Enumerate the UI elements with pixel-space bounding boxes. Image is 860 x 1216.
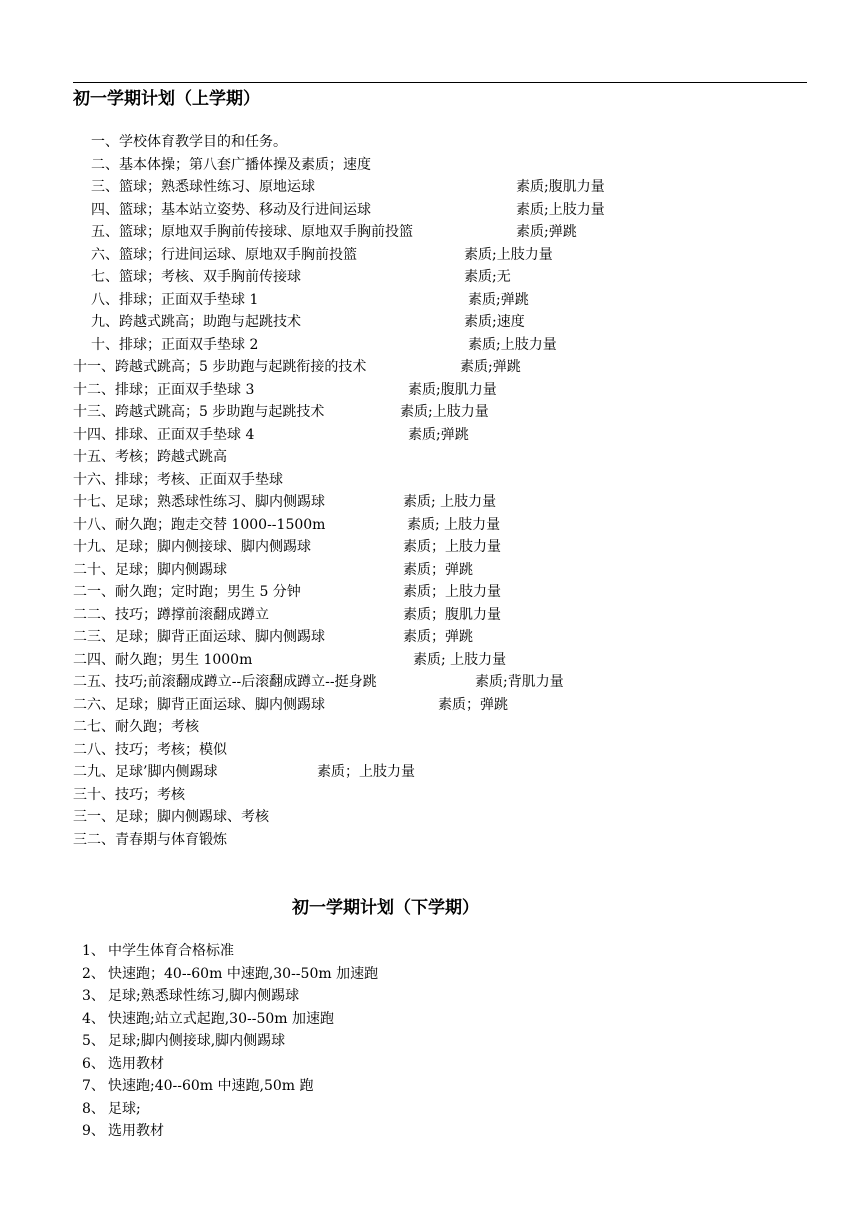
plan-item [0, 941, 760, 961]
section-title-first-term: 初一学期计划（上学期） [73, 89, 260, 109]
plan-item-text: 跨越式跳高；助跑与起跳技术 [119, 314, 301, 330]
plan-item [0, 357, 760, 377]
plan-item-number: 二二、 [73, 606, 115, 623]
plan-item-text: 耐久跑；跑走交替 1000--1500m [115, 516, 326, 533]
plan-item [0, 312, 760, 332]
plan-item-text: 排球；正面双手垫球 1 [119, 291, 259, 308]
plan-item-number: 三、 [91, 179, 119, 195]
plan-item [0, 785, 760, 805]
plan-item [0, 1031, 760, 1051]
plan-item-number: 十一、 [73, 359, 115, 375]
plan-item-text: 快速跑;站立式起跑,30--50m 加速跑 [108, 1010, 334, 1027]
plan-item [0, 447, 760, 467]
plan-item-text: 足球；脚背正面运球、脚内侧踢球 [115, 696, 325, 713]
plan-item-text: 学校体育教学目的和任务。 [119, 134, 287, 150]
plan-item-text: 耐久跑；男生 1000m [115, 651, 253, 668]
plan-item [0, 492, 760, 512]
plan-item-number: 十六、 [73, 471, 115, 488]
plan-item [0, 515, 760, 535]
plan-item-number: 十五、 [73, 449, 115, 465]
plan-item-number: 二八、 [73, 741, 115, 758]
plan-item [0, 537, 760, 557]
plan-item-text: 选用教材 [108, 1123, 164, 1139]
plan-item-text: 快速跑;40--60m 中速跑,50m 跑 [108, 1078, 314, 1094]
plan-item [0, 245, 760, 265]
plan-item-quality: 素质;速度 [464, 314, 525, 330]
plan-item [0, 402, 760, 422]
plan-item-text: 青春期与体育锻炼 [115, 831, 227, 848]
plan-item-number: 十四、 [73, 426, 115, 443]
plan-item [0, 740, 760, 760]
plan-item-quality: 素质；上肢力量 [317, 764, 415, 780]
plan-item [0, 1054, 760, 1074]
plan-item-number: 二五、 [73, 674, 115, 690]
plan-item-text: 中学生体育合格标准 [108, 943, 234, 959]
plan-item [0, 830, 760, 850]
plan-item-number: 8、 [82, 1100, 105, 1117]
plan-item-number: 二三、 [73, 629, 115, 645]
plan-item-text: 技巧；考核；模似 [115, 741, 227, 758]
plan-item-text: 足球；脚内侧踢球 [115, 561, 227, 578]
plan-item-number: 二四、 [73, 651, 115, 668]
plan-item-text: 篮球；考核、双手胸前传接球 [119, 269, 301, 285]
plan-item-quality: 素质;腹肌力量 [516, 179, 605, 195]
plan-item-number: 二九、 [73, 764, 115, 780]
plan-item-quality: 素质；弹跳 [403, 629, 473, 645]
plan-item-text: 考核；跨越式跳高 [115, 449, 227, 465]
plan-item [0, 132, 760, 152]
plan-item-quality: 素质；弹跳 [438, 696, 508, 713]
plan-item-number: 八、 [91, 291, 119, 308]
plan-item-number: 三十、 [73, 786, 115, 803]
plan-item-number: 三二、 [73, 831, 115, 848]
plan-item-quality: 素质;弹跳 [516, 224, 577, 240]
plan-item-text: 足球;熟悉球性练习,脚内侧踢球 [108, 988, 300, 1004]
plan-item [0, 717, 760, 737]
plan-item-text: 技巧；蹲撑前滚翻成蹲立 [115, 606, 269, 623]
plan-item [0, 380, 760, 400]
plan-item [0, 425, 760, 445]
plan-item-text: 篮球；行进间运球、原地双手胸前投篮 [119, 246, 357, 263]
plan-item-text: 篮球；原地双手胸前传接球、原地双手胸前投篮 [119, 224, 413, 240]
plan-item-quality: 素质; 上肢力量 [407, 516, 501, 533]
plan-item-text: 篮球；基本站立姿势、移动及行进间运球 [119, 201, 371, 218]
plan-item-text: 篮球；熟悉球性练习、原地运球 [119, 179, 315, 195]
plan-item-number: 二十、 [73, 561, 115, 578]
plan-item [0, 470, 760, 490]
plan-item [0, 290, 760, 310]
plan-item [0, 200, 760, 220]
plan-item-text: 耐久跑；定时跑；男生 5 分钟 [115, 584, 301, 600]
plan-item-text: 足球；脚背正面运球、脚内侧踢球 [115, 629, 325, 645]
plan-item [0, 1121, 760, 1141]
plan-item-number: 5、 [82, 1033, 105, 1049]
plan-item-number: 3、 [82, 988, 105, 1004]
header-rule [73, 82, 807, 83]
plan-item [0, 672, 760, 692]
plan-item-number: 十、 [91, 336, 119, 353]
plan-item [0, 155, 760, 175]
plan-item-text: 快速跑；40--60m 中速跑,30--50m 加速跑 [108, 965, 379, 982]
plan-item [0, 267, 760, 287]
plan-item-quality: 素质;无 [464, 269, 511, 285]
plan-item [0, 627, 760, 647]
plan-item [0, 762, 760, 782]
plan-item-number: 七、 [91, 269, 119, 285]
plan-item [0, 964, 760, 984]
plan-item [0, 650, 760, 670]
plan-item [0, 807, 760, 827]
plan-item-text: 足球’脚内侧踢球 [115, 764, 218, 780]
plan-item-number: 一、 [91, 134, 119, 150]
plan-item [0, 1009, 760, 1029]
plan-item-text: 排球；正面双手垫球 3 [115, 381, 255, 398]
plan-item-text: 足球；熟悉球性练习、脚内侧踢球 [115, 494, 325, 510]
plan-item-text: 技巧；考核 [115, 786, 185, 803]
plan-item-quality: 素质;上肢力量 [400, 404, 489, 420]
plan-item-number: 九、 [91, 314, 119, 330]
plan-item-text: 排球、正面双手垫球 4 [115, 426, 255, 443]
plan-item-quality: 素质；上肢力量 [403, 584, 501, 600]
plan-item-text: 足球;脚内侧接球,脚内侧踢球 [108, 1033, 286, 1049]
plan-item [0, 560, 760, 580]
plan-item [0, 582, 760, 602]
plan-item [0, 1099, 760, 1119]
plan-item-quality: 素质；弹跳 [403, 561, 473, 578]
plan-item-number: 6、 [82, 1055, 105, 1072]
plan-item-number: 1、 [82, 943, 105, 959]
plan-item-number: 二、 [91, 156, 119, 173]
plan-item-quality: 素质;上肢力量 [516, 201, 605, 218]
plan-item-text: 耐久跑；考核 [115, 719, 199, 735]
plan-item-number: 4、 [82, 1010, 105, 1027]
plan-item-number: 2、 [82, 965, 105, 982]
plan-item-number: 十八、 [73, 516, 115, 533]
plan-item-number: 十二、 [73, 381, 115, 398]
plan-item-quality: 素质; 上肢力量 [403, 494, 497, 510]
plan-item-text: 基本体操；第八套广播体操及素质；速度 [119, 156, 371, 173]
plan-item-text: 足球; [108, 1100, 141, 1117]
plan-item-quality: 素质；腹肌力量 [403, 606, 501, 623]
plan-item [0, 605, 760, 625]
plan-item [0, 222, 760, 242]
plan-item [0, 335, 760, 355]
plan-item-quality: 素质;弹跳 [460, 359, 521, 375]
plan-item-number: 十九、 [73, 539, 115, 555]
plan-item-text: 技巧;前滚翻成蹲立--后滚翻成蹲立--挺身跳 [115, 674, 377, 690]
plan-item-number: 十三、 [73, 404, 115, 420]
plan-item-text: 跨越式跳高；5 步助跑与起跳技术 [115, 404, 325, 420]
plan-item-quality: 素质; 上肢力量 [413, 651, 507, 668]
plan-item-text: 排球；正面双手垫球 2 [119, 336, 259, 353]
plan-item-quality: 素质;上肢力量 [468, 336, 557, 353]
plan-item-number: 三一、 [73, 809, 115, 825]
plan-item-quality: 素质；上肢力量 [403, 539, 501, 555]
plan-item-number: 五、 [91, 224, 119, 240]
plan-item-quality: 素质;背肌力量 [475, 674, 564, 690]
plan-item-number: 二六、 [73, 696, 115, 713]
section-title-second-term: 初一学期计划（下学期） [292, 898, 479, 918]
plan-item-quality: 素质;弹跳 [468, 291, 529, 308]
plan-item-number: 7、 [82, 1078, 105, 1094]
plan-item-text: 排球；考核、正面双手垫球 [115, 471, 283, 488]
plan-item-text: 足球；脚内侧踢球、考核 [115, 809, 269, 825]
plan-item-text: 跨越式跳高；5 步助跑与起跳衔接的技术 [115, 359, 367, 375]
plan-item-quality: 素质;腹肌力量 [408, 381, 497, 398]
plan-item [0, 986, 760, 1006]
plan-item [0, 1076, 760, 1096]
plan-item-number: 9、 [82, 1123, 105, 1139]
plan-item-number: 二七、 [73, 719, 115, 735]
plan-item [0, 695, 760, 715]
plan-item-number: 四、 [91, 201, 119, 218]
plan-item [0, 177, 760, 197]
plan-item-text: 足球；脚内侧接球、脚内侧踢球 [115, 539, 311, 555]
plan-item-quality: 素质;上肢力量 [464, 246, 553, 263]
plan-item-number: 六、 [91, 246, 119, 263]
plan-item-quality: 素质;弹跳 [408, 426, 469, 443]
plan-item-number: 十七、 [73, 494, 115, 510]
plan-item-number: 二一、 [73, 584, 115, 600]
plan-item-text: 选用教材 [108, 1055, 164, 1072]
